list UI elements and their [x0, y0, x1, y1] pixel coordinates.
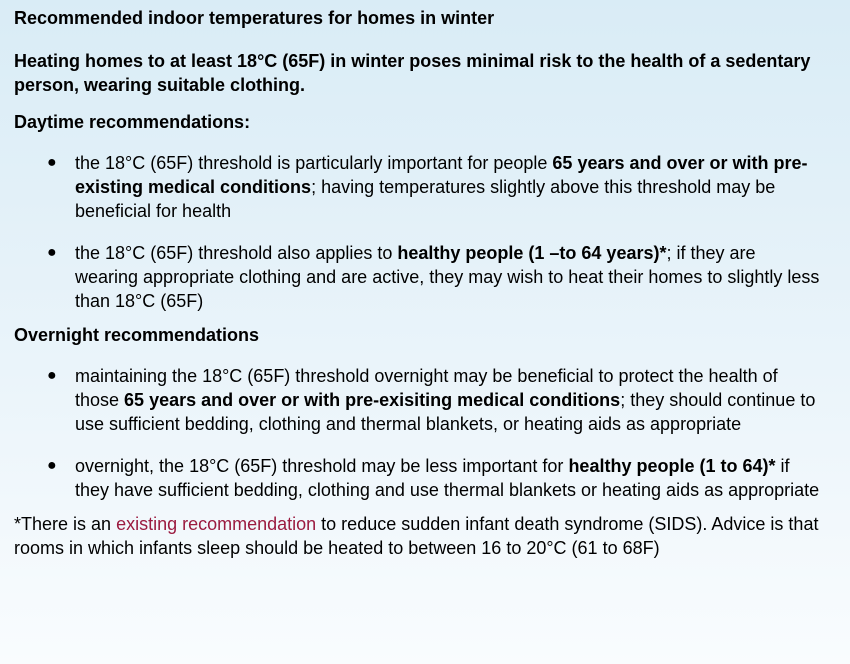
page-title: Recommended indoor temperatures for homes in winter	[14, 8, 495, 28]
list-item	[14, 364, 822, 436]
daytime-heading: Daytime recommendations:	[14, 112, 251, 132]
item-text: if they have sufficient bedding, clothing and use thermal blankets or heating aids as appropriate	[75, 456, 820, 500]
item-emphasis: 65 years and over or with pre-existing medical conditions	[75, 153, 808, 197]
bullet-icon: ●	[47, 244, 57, 261]
list-item	[14, 151, 822, 223]
item-emphasis: healthy people (1 to 64)*	[568, 456, 776, 476]
bullet-icon: ●	[47, 367, 57, 384]
daytime-list	[14, 151, 836, 313]
item-emphasis: 65 years and over or with pre-exisiting medical conditions	[124, 390, 621, 410]
bullet-icon: ●	[47, 457, 57, 474]
bullet-icon: ●	[47, 154, 57, 171]
item-text: overnight, the 18°C (65F) threshold may be less important for	[75, 456, 569, 476]
item-text: ; if they are wearing appropriate clothing and are active, they may wish to heat their homes to slightly less than 18°C (65F)	[75, 243, 820, 311]
item-text: ; they should continue to use sufficient bedding, clothing and thermal blankets, or heating aids as appropriate	[75, 390, 816, 434]
overnight-heading: Overnight recommendations	[14, 325, 260, 345]
footnote-text: *There is an	[14, 514, 117, 534]
item-emphasis: healthy people (1 –to 64 years)*	[397, 243, 667, 263]
item-text: ; having temperatures slightly above this threshold may be beneficial for health	[75, 177, 776, 221]
item-text: maintaining the 18°C (65F) threshold overnight may be beneficial to protect the health of those	[75, 366, 778, 410]
list-item	[14, 241, 822, 313]
intro-statement: Heating homes to at least 18°C (65F) in winter poses minimal risk to the health of a sedentary person, wearing suitable clothing.	[14, 51, 811, 95]
footnote-text: to reduce sudden infant death syndrome (SIDS). Advice is that rooms in which infants sleep should be heated to between 16 to 20°C (61 to 68F)	[14, 514, 819, 558]
item-text: the 18°C (65F) threshold also applies to	[75, 243, 398, 263]
item-text: the 18°C (65F) threshold is particularly important for people	[75, 153, 553, 173]
list-item	[14, 454, 822, 502]
existing-recommendation-link[interactable]: existing recommendation	[116, 514, 317, 534]
overnight-list	[14, 364, 836, 502]
footnote	[14, 512, 836, 560]
